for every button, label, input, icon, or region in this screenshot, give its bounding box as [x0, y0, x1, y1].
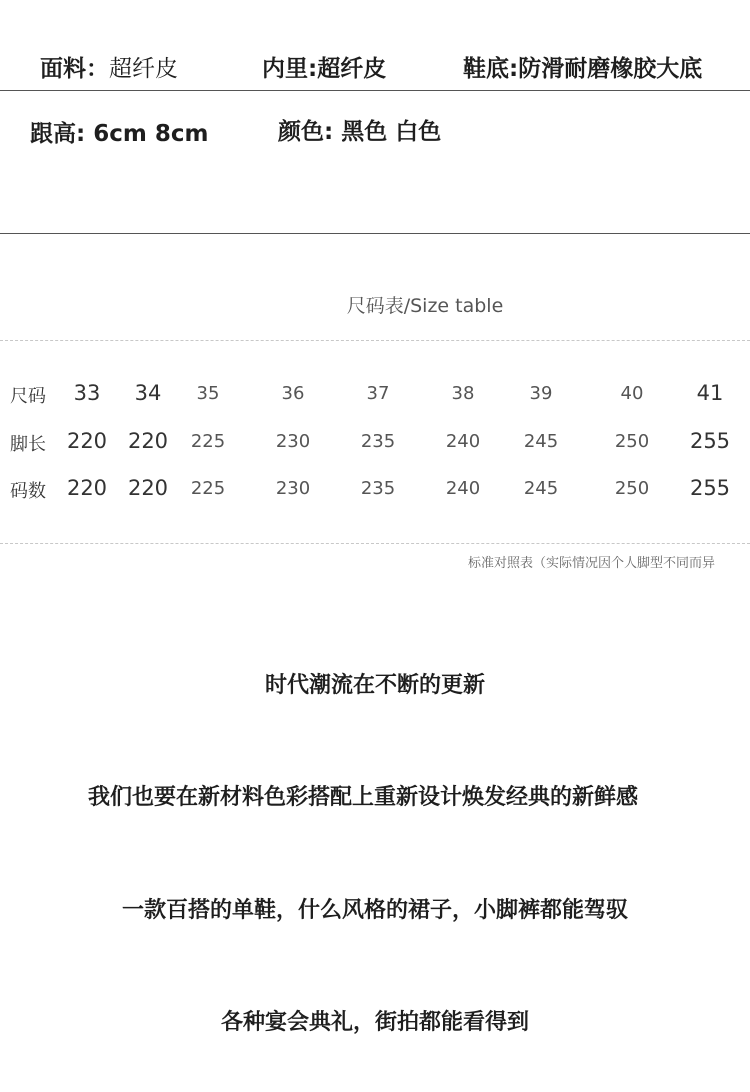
- table-cell-shoe-size-2: 225: [190, 478, 226, 499]
- row-label-foot-length: 脚长: [10, 434, 46, 455]
- size-table-title: 尺码表/Size table: [346, 295, 504, 317]
- spec-fabric: [40, 50, 178, 83]
- table-cell-size-1: 34: [134, 381, 162, 405]
- spec-heel-value: 6cm 8cm: [93, 121, 209, 147]
- row-label-shoe-size: 码数: [10, 481, 46, 502]
- spec-color: [278, 113, 441, 146]
- spec-color-value: 黑色 白色: [341, 119, 442, 145]
- spec-sole-label: 鞋底:: [463, 56, 519, 82]
- table-top-dashed-line: [0, 340, 750, 341]
- table-cell-shoe-size-0: 220: [66, 476, 108, 500]
- spec-lining-label: 内里:: [262, 56, 318, 82]
- divider-middle: [0, 233, 750, 234]
- table-cell-shoe-size-7: 250: [614, 478, 650, 499]
- table-cell-size-0: 33: [73, 381, 101, 405]
- table-cell-size-3: 36: [281, 383, 305, 404]
- table-cell-foot-length-8: 255: [689, 429, 731, 453]
- table-bottom-dashed-line: [0, 543, 750, 544]
- table-cell-shoe-size-8: 255: [689, 476, 731, 500]
- table-cell-foot-length-4: 235: [360, 431, 396, 452]
- table-cell-size-5: 38: [451, 383, 475, 404]
- table-cell-shoe-size-4: 235: [360, 478, 396, 499]
- divider-top: [0, 90, 750, 91]
- slogan-4: 各种宴会典礼，街拍都能看得到: [220, 1010, 529, 1035]
- table-cell-size-6: 39: [529, 383, 553, 404]
- slogan-2: 我们也要在新材料色彩搭配上重新设计焕发经典的新鲜感: [87, 785, 638, 810]
- table-cell-size-8: 41: [696, 381, 724, 405]
- table-cell-size-2: 35: [196, 383, 220, 404]
- table-cell-shoe-size-1: 220: [127, 476, 169, 500]
- table-cell-foot-length-0: 220: [66, 429, 108, 453]
- spec-fabric-label: 面料：: [40, 56, 109, 82]
- spec-fabric-value: 超纤皮: [109, 56, 178, 82]
- table-cell-foot-length-5: 240: [445, 431, 481, 452]
- spec-color-label: 颜色:: [278, 119, 334, 145]
- spec-heel: [30, 115, 208, 148]
- spec-lining: [262, 50, 386, 83]
- table-cell-foot-length-7: 250: [614, 431, 650, 452]
- slogan-3: 一款百搭的单鞋，什么风格的裙子，小脚裤都能驾驭: [121, 898, 628, 923]
- spec-sole-value: 防滑耐磨橡胶大底: [518, 56, 703, 82]
- table-cell-foot-length-1: 220: [127, 429, 169, 453]
- spec-sole: [463, 50, 702, 83]
- size-table-note: 标准对照表（实际情况因个人脚型不同而异: [468, 556, 716, 571]
- table-cell-foot-length-2: 225: [190, 431, 226, 452]
- table-cell-foot-length-6: 245: [523, 431, 559, 452]
- row-label-size: 尺码: [10, 386, 46, 407]
- table-cell-shoe-size-3: 230: [275, 478, 311, 499]
- spec-lining-value: 超纤皮: [317, 56, 387, 82]
- slogan-1: 时代潮流在不断的更新: [264, 673, 485, 698]
- table-cell-size-7: 40: [620, 383, 644, 404]
- table-cell-shoe-size-6: 245: [523, 478, 559, 499]
- table-cell-size-4: 37: [366, 383, 390, 404]
- table-cell-foot-length-3: 230: [275, 431, 311, 452]
- spec-heel-label: 跟高:: [30, 121, 86, 147]
- table-cell-shoe-size-5: 240: [445, 478, 481, 499]
